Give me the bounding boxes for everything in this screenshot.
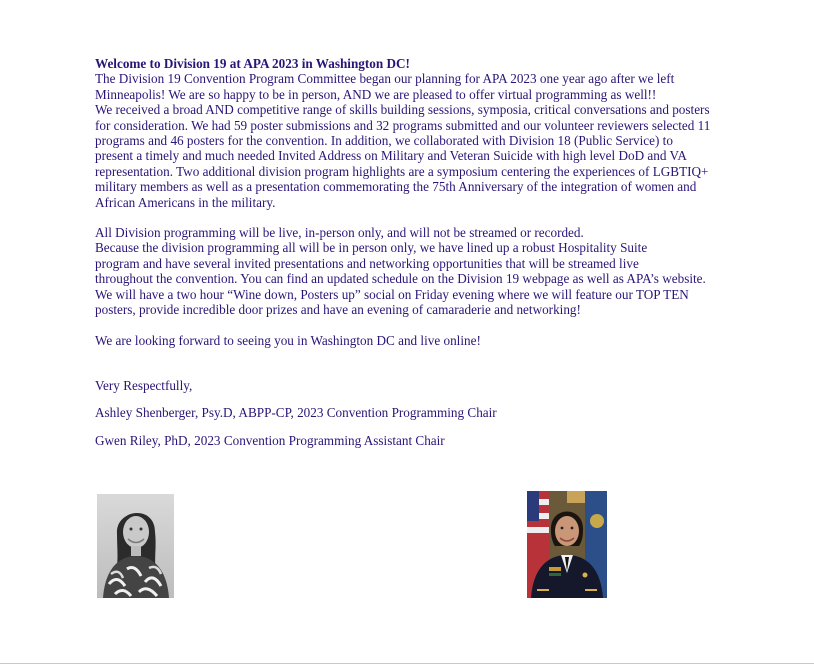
signature-assistant-chair: Gwen Riley, PhD, 2023 Convention Programming Assistant Chair xyxy=(95,432,445,448)
welcome-heading: Welcome to Division 19 at APA 2023 in Washington DC! xyxy=(95,56,410,71)
closing-paragraph: We are looking forward to seeing you in Washington DC and live online! xyxy=(95,332,481,348)
closing-salutation: Very Respectfully, xyxy=(95,377,193,393)
page-bottom-divider xyxy=(0,663,814,664)
signature-chair: Ashley Shenberger, Psy.D, ABPP-CP, 2023 Convention Programming Chair xyxy=(95,405,497,421)
spacer xyxy=(95,318,735,333)
intro-paragraph: The Division 19 Convention Program Committee began our planning for APA 2023 one year ago after we left Minneapolis! We are so happy to be in person, AND we are pleased to offer virtual programming as well!! We received a broad AND competitive range of skills building sessions, symposia, critical conversations and posters for consideration. We had 59 poster submissions and 32 programs submitted and our volunteer reviewers selected 11 programs and 46 posters for the convention. In addition, we collaborated with Division 18 (Public Service) to present a timely and much needed Invited Address on Military and Veteran Suicide with high level DoD and VA representation. Two additional division program highlights are a symposium centering the experiences of LGBTIQ+ military members as well as a presentation commemorating the 75th Anniversary of the integration of women and African Americans in the military. xyxy=(95,71,711,210)
letter-body xyxy=(95,56,735,448)
spacer xyxy=(95,348,735,378)
portrait-photo-chair xyxy=(97,494,174,598)
spacer xyxy=(95,210,735,225)
programming-paragraph: All Division programming will be live, in-person only, and will not be streamed or recorded. Because the division programming all will be in person only, we have lined up a robust Hospitality Suite program and have several invited presentations and networking opportunities that will be streamed live throughout the convention. You can find an updated schedule on the Division 19 webpage as well as APA’s website. We will have a two hour “Wine down, Posters up” social on Friday evening where we will feature our TOP TEN posters, provide incredible door prizes and have an evening of camaraderie and networking! xyxy=(95,225,706,318)
portrait-photo-assistant-chair xyxy=(527,491,607,598)
